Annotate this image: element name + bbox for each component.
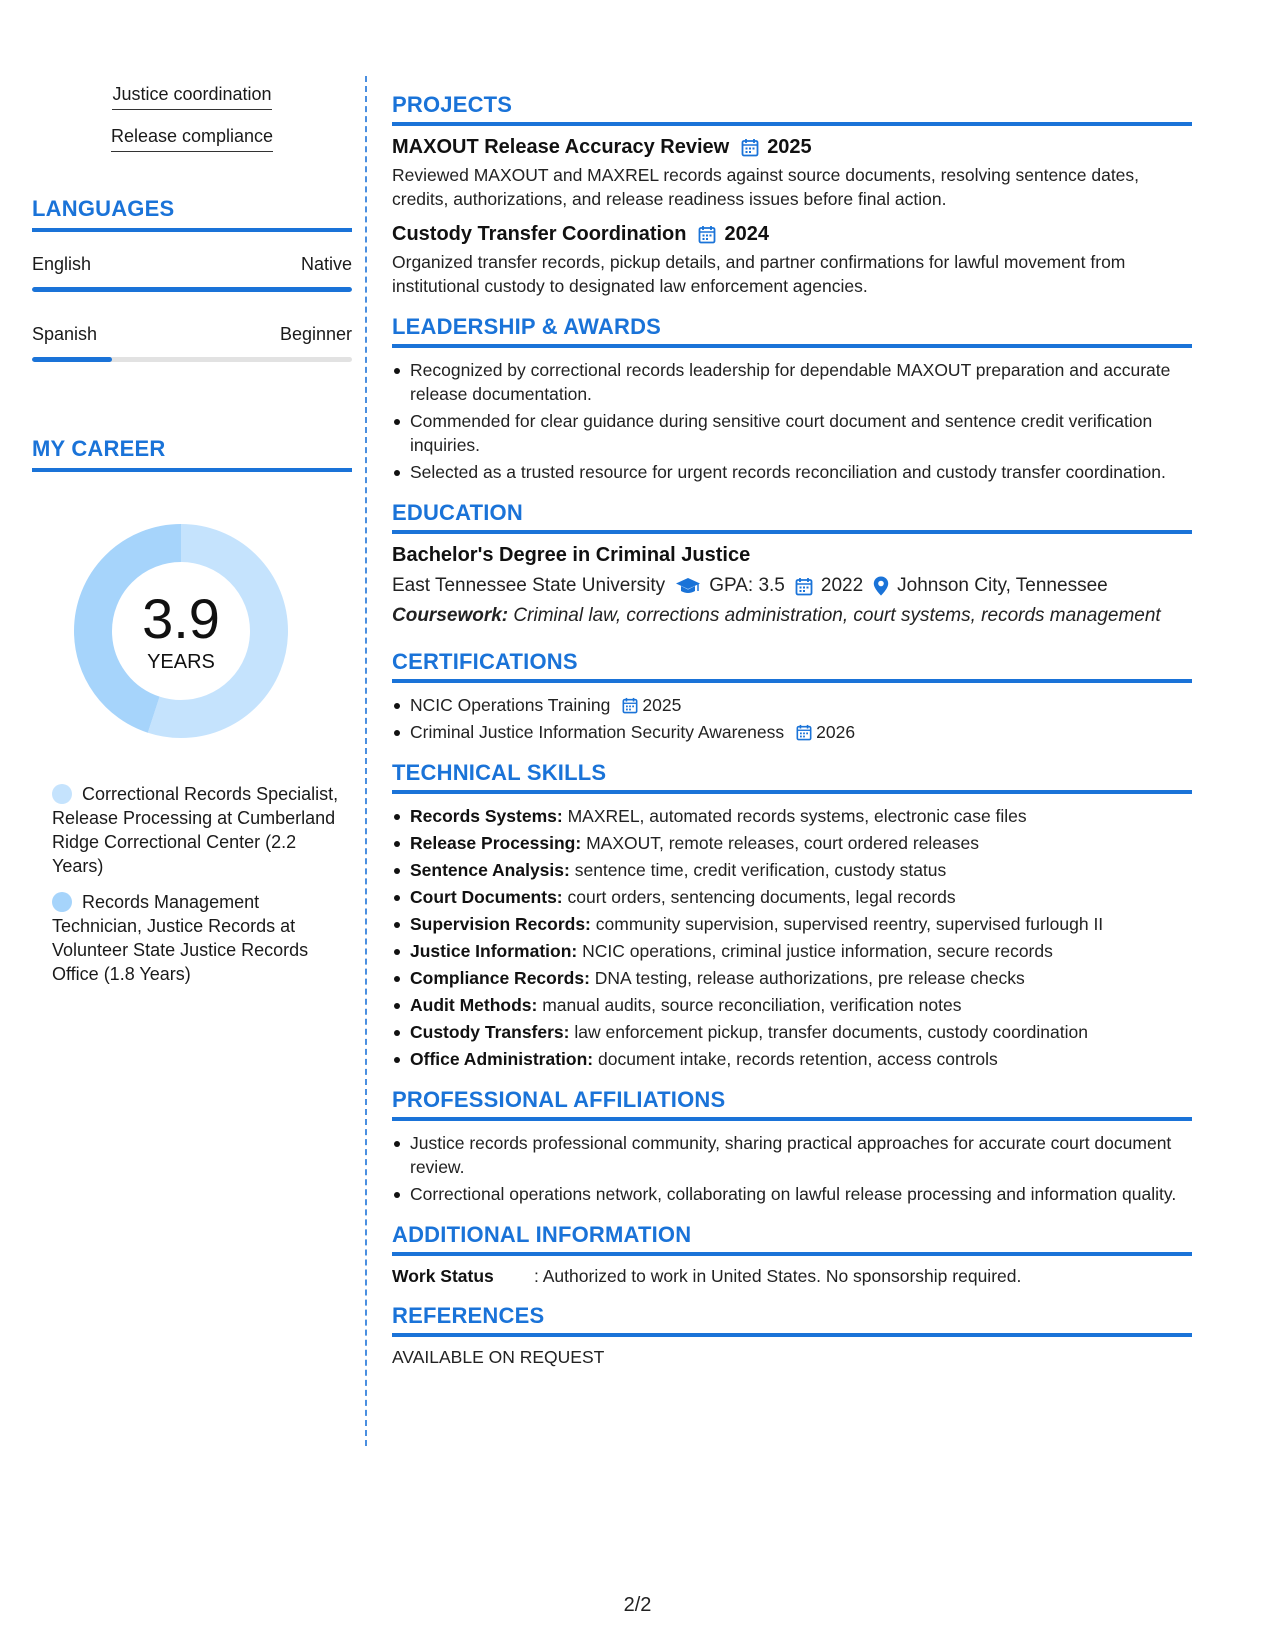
skill-value: manual audits, source reconciliation, verification notes [542,995,962,1015]
school-location: Johnson City, Tennessee [897,575,1108,596]
language-level: Beginner [279,324,352,344]
list-item: Commended for clear guidance during sensitive court document and sentence credit verification inquiries. [392,409,1192,457]
language-bar-fill [32,287,352,292]
affiliations-list [392,1131,1192,1206]
skill-label: Audit Methods: [410,995,538,1015]
education-section [392,500,1192,627]
career-section [32,436,352,986]
cert-year: 2026 [816,722,856,742]
skill-value: MAXREL, automated records systems, electronic case files [567,806,1027,826]
work-status-value: : Authorized to work in United States. No sponsorship required. [534,1266,1022,1286]
cert-name: NCIC Operations Training [410,695,611,715]
language-bar-fill [32,357,112,362]
list-item [392,693,1192,717]
skill-label: Release Processing: [410,833,582,853]
total-years-value: 3.9 [142,586,220,650]
calendar-icon [796,724,812,741]
coursework [392,605,1192,627]
skill-label: Court Documents: [410,887,563,907]
project-year: 2025 [767,136,812,158]
languages-section [32,196,352,362]
degree-title: Bachelor's Degree in Criminal Justice [392,544,751,566]
project-description: Organized transfer records, pickup details, and partner confirmations for lawful movement from institutional custody to designated law enforcement agencies. [392,252,1126,296]
list-item [392,966,1192,990]
language-bar [32,357,352,362]
affiliations-section [392,1087,1192,1206]
language-row [32,324,352,345]
school-name: East Tennessee State University [392,575,666,596]
project-name: Custody Transfer Coordination [392,223,687,245]
language-name: English [32,254,92,274]
skill-tags [32,84,352,152]
projects-heading: PROJECTS [392,92,1192,126]
skill-label: Office Administration: [410,1049,594,1069]
education-details [392,575,1192,597]
language-row [32,254,352,275]
certifications-heading: CERTIFICATIONS [392,649,1192,683]
language-name: Spanish [32,324,98,344]
right-column [392,92,1192,1384]
leadership-list [392,358,1192,484]
donut-center [66,516,296,746]
calendar-icon [741,138,759,157]
references-text: AVAILABLE ON REQUEST [392,1347,605,1367]
list-item [392,885,1192,909]
location-pin-icon [873,576,889,596]
certifications-list [392,693,1192,744]
list-item [392,804,1192,828]
career-legend-item [52,890,342,986]
leadership-heading: LEADERSHIP & AWARDS [392,314,1192,348]
skill-value: MAXOUT, remote releases, court ordered releases [586,833,980,853]
calendar-icon [622,697,638,714]
work-status-row [392,1266,1192,1287]
affiliations-heading: PROFESSIONAL AFFILIATIONS [392,1087,1192,1121]
skills-section [392,760,1192,1071]
graduation-year: 2022 [820,575,864,596]
project-description: Reviewed MAXOUT and MAXREL records against source documents, resolving sentence dates, credits, authorizations, and release readiness issues before final action. [392,165,1140,209]
skill-label: Custody Transfers: [410,1022,570,1042]
project-name: MAXOUT Release Accuracy Review [392,136,730,158]
languages-heading: LANGUAGES [32,196,352,232]
skill-value: NCIC operations, criminal justice information, secure records [582,941,1053,961]
skill-value: court orders, sentencing documents, legal records [567,887,956,907]
career-legend [52,782,342,986]
left-column [32,84,352,998]
legend-dot [52,892,72,912]
career-donut-chart [66,516,296,746]
skill-tag: Justice coordination [112,84,271,110]
education-heading: EDUCATION [392,500,1192,534]
cert-name: Criminal Justice Information Security Awareness [410,722,785,742]
additional-info-section [392,1222,1192,1287]
list-item: Selected as a trusted resource for urgent records reconciliation and custody transfer coordination. [392,460,1192,484]
work-status-label: Work Status [392,1266,494,1286]
skills-heading: TECHNICAL SKILLS [392,760,1192,794]
page-number: 2/2 [623,1594,652,1616]
skill-value: document intake, records retention, access controls [597,1049,998,1069]
total-years-unit: YEARS [147,650,215,673]
skill-value: law enforcement pickup, transfer documents, custody coordination [574,1022,1088,1042]
projects-section [392,92,1192,298]
list-item [392,720,1192,744]
list-item [392,1020,1192,1044]
project-year: 2024 [724,223,769,245]
list-item [392,831,1192,855]
references-section [392,1303,1192,1368]
list-item [392,912,1192,936]
list-item: Correctional operations network, collaborating on lawful release processing and information quality. [392,1182,1192,1206]
coursework-text: Criminal law, corrections administration, court systems, records management [513,605,1161,626]
gpa: GPA: 3.5 [709,575,785,596]
graduation-cap-icon [675,577,701,595]
calendar-icon [698,225,716,244]
skill-tag: Release compliance [111,126,273,152]
career-legend-item [52,782,342,878]
cert-year: 2025 [642,695,682,715]
list-item: Recognized by correctional records leadership for dependable MAXOUT preparation and accurate release documentation. [392,358,1192,406]
list-item [392,1047,1192,1071]
skill-label: Sentence Analysis: [410,860,570,880]
skills-list [392,804,1192,1071]
skill-label: Supervision Records: [410,914,591,934]
career-legend-text: Correctional Records Specialist, Release Processing at Cumberland Ridge Correctional Center (2.2 Years) [52,784,339,876]
project-title [392,136,1192,159]
legend-dot [52,784,72,804]
list-item [392,858,1192,882]
references-heading: REFERENCES [392,1303,1192,1337]
column-divider [365,76,367,1446]
skill-label: Justice Information: [410,941,578,961]
coursework-label: Coursework: [392,605,509,626]
leadership-section [392,314,1192,484]
skill-value: sentence time, credit verification, custody status [574,860,947,880]
calendar-icon [795,577,813,596]
language-bar [32,287,352,292]
project-title [392,223,1192,246]
language-level: Native [300,254,352,274]
list-item [392,939,1192,963]
list-item: Justice records professional community, sharing practical approaches for accurate court document review. [392,1131,1192,1179]
skill-label: Compliance Records: [410,968,590,988]
certifications-section [392,649,1192,744]
skill-value: DNA testing, release authorizations, pre release checks [594,968,1025,988]
skill-label: Records Systems: [410,806,563,826]
career-heading: MY CAREER [32,436,352,472]
career-legend-text: Records Management Technician, Justice Records at Volunteer State Justice Records Office (1.8 Years) [52,892,309,984]
additional-info-heading: ADDITIONAL INFORMATION [392,1222,1192,1256]
list-item [392,993,1192,1017]
skill-value: community supervision, supervised reentry, supervised furlough II [595,914,1104,934]
